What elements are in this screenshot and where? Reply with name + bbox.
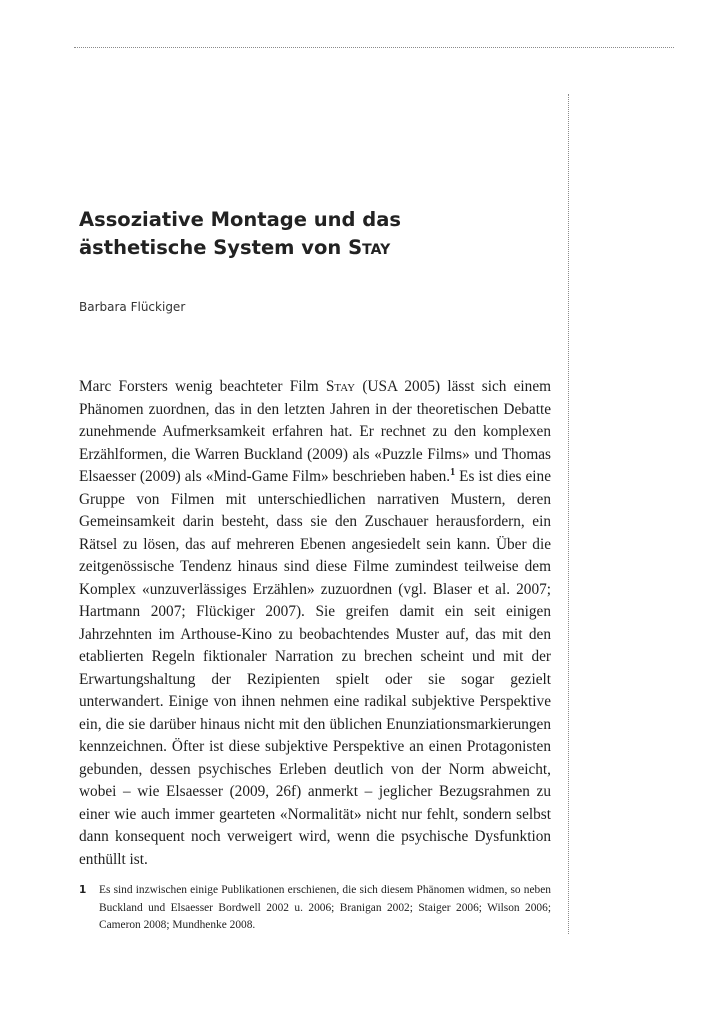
body-film-name: Stay [325, 378, 356, 395]
title-line-2-prefix: ästhetische System von [79, 236, 349, 259]
title-line-1: Assoziative Montage und das [79, 208, 401, 231]
body-text-part-1: (USA 2005) lässt sich einem Phänomen zuordnen, das in den letzten Jahren in der theoretischen Debatte zunehmende Aufmerksamkeit erfahren hat. Er rechnet zu den komplexen Erzählformen, die Warren Buckland (2009) als «Puzzle Films» und Thomas Elsaesser (2009) als «Mind-Game Film» beschrieben haben. [79, 378, 552, 485]
title-film-name: Stay [348, 236, 391, 259]
title-line-2 [79, 234, 549, 262]
article-title [79, 206, 549, 262]
footnote [79, 882, 551, 935]
header-dotted-rule [74, 47, 674, 48]
footnote-number: 1 [79, 884, 87, 896]
body-text-part-2: Es ist dies eine Gruppe von Filmen mit unterschiedlichen narrativen Mustern, deren Gemeinsamkeit darin besteht, dass sie den Zuschauer herausfordern, ein Rätsel zu lösen, das auf mehreren Ebenen angesiedelt sein kann. Über die zeitgenössische Tendenz hinaus sind diese Filme zumindest teilweise dem Komplex «unzuverlässiges Erzählen» zuzuordnen (vgl. Blaser et al. 2007; Hartmann 2007; Flückiger 2007). Sie greifen damit ein seit einigen Jahrzehnten im Arthouse-Kino zu beobachtendes Muster auf, das mit den etablierten Regeln fiktionaler Narration zu brechen scheint und mit der Erwartungshaltung der Rezipienten spielt oder sie sogar gezielt unterwandert. Einige von ihnen nehmen eine radikal subjektive Perspektive ein, die sie darüber hinaus nicht mit den üblichen Enunziationsmarkierungen kennzeichnen. Öfter ist diese subjektive Perspektive an einen Protagonisten gebunden, dessen psychisches Erleben deutlich von der Norm abweicht, wobei – wie Elsaesser (2009, 26f) anmerkt – jeglicher Bezugsrahmen zu einer wie auch immer gearteten «Normalität» nicht nur fehlt, sondern selbst dann konsequent noch verweigert wird, wenn die psychische Dysfunktion enthüllt ist. [79, 468, 551, 868]
author-name: Barbara Flückiger [79, 300, 186, 314]
body-paragraph [79, 376, 551, 871]
footnote-marker: 1 [450, 466, 456, 478]
body-intro: Marc Forsters wenig beachteter Film [79, 378, 326, 395]
margin-dotted-rule [568, 94, 569, 934]
footnote-text: Es sind inzwischen einige Publikationen erschienen, die sich diesem Phänomen widmen, so neben Buckland und Elsaesser Bordwell 2002 u. 2006; Branigan 2002; Staiger 2006; Wilson 2006; Cameron 2008; Mundhenke 2008. [99, 884, 551, 931]
